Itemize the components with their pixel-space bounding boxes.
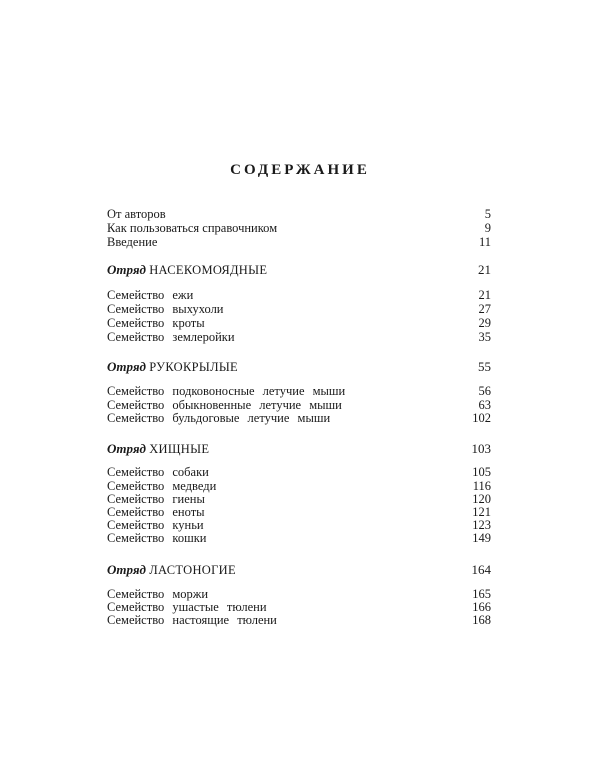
toc-entry-page: 5 [484, 207, 491, 221]
toc-order-heading [107, 562, 491, 578]
toc-entry-label: Семейство ушастые тюлени [107, 600, 267, 614]
toc-family-entry [107, 465, 491, 479]
order-name: НАСЕКОМОЯДНЫЕ [149, 263, 268, 277]
page-title: СОДЕРЖАНИЕ [230, 162, 370, 178]
toc-entry-label: Как пользоваться справочником [107, 221, 278, 235]
toc-entry-page: 165 [472, 587, 491, 601]
toc-family-entry [107, 479, 491, 493]
toc-family-entry [107, 613, 491, 627]
toc-entry-page: 116 [472, 479, 491, 493]
toc-family-entry [107, 600, 491, 614]
toc-entry-page: 103 [471, 441, 491, 456]
toc-family-entry [107, 505, 491, 519]
toc-entry-label: Семейство подковоносные летучие мыши [107, 384, 346, 398]
toc-entry-page: 55 [478, 359, 491, 374]
toc-entry-label: Семейство моржи [107, 587, 209, 601]
toc-family-entry [107, 492, 491, 506]
toc-entry-label: Семейство кошки [107, 531, 207, 545]
toc-entry-page: 102 [472, 411, 491, 425]
order-word: Отряд [107, 441, 146, 456]
toc-entry-label: Введение [107, 235, 158, 249]
order-name: ЛАСТОНОГИЕ [149, 563, 236, 577]
toc-entry-label: Семейство медведи [107, 479, 217, 493]
toc-family-entry [107, 531, 491, 545]
toc-entry-page: 149 [472, 531, 491, 545]
toc-entry-page: 123 [472, 518, 491, 532]
toc-entry-page: 21 [478, 262, 491, 277]
toc-entry-page: 35 [478, 330, 491, 344]
toc-family-entry [107, 302, 491, 316]
toc-entry-page: 56 [478, 384, 491, 398]
toc-order-heading [107, 262, 491, 278]
toc-entry-intro [107, 221, 491, 235]
toc-entry-page: 120 [472, 492, 491, 506]
toc-entry-label: Семейство землеройки [107, 330, 235, 344]
toc-entry-page: 9 [484, 221, 491, 235]
order-name: ХИЩНЫЕ [149, 442, 210, 456]
toc-family-entry [107, 398, 491, 412]
toc-entry-page: 166 [472, 600, 491, 614]
toc-family-entry [107, 330, 491, 344]
toc-entry-label: Семейство еноты [107, 505, 205, 519]
toc-family-entry [107, 384, 491, 398]
toc-family-entry [107, 411, 491, 425]
toc-order-heading [107, 441, 491, 457]
toc-order-heading [107, 359, 491, 375]
toc-entry-page: 21 [478, 288, 491, 302]
toc-entry-label: Семейство бульдоговые летучие мыши [107, 411, 331, 425]
toc-entry-page: 168 [472, 613, 491, 627]
toc-family-entry [107, 587, 491, 601]
toc-entry-page: 121 [472, 505, 491, 519]
toc-entry-label: Семейство обыкновенные летучие мыши [107, 398, 342, 412]
order-word: Отряд [107, 562, 146, 577]
toc-entry-page: 164 [471, 562, 491, 577]
toc-family-entry [107, 288, 491, 302]
toc-entry-label: Семейство настоящие тюлени [107, 613, 277, 627]
toc-entry-page: 105 [472, 465, 491, 479]
toc-entry-label: Семейство собаки [107, 465, 209, 479]
toc-entry-intro [107, 207, 491, 221]
toc-entry-label: Семейство ежи [107, 288, 194, 302]
toc-family-entry [107, 518, 491, 532]
order-word: Отряд [107, 359, 146, 374]
toc-entry-page: 63 [478, 398, 491, 412]
toc-entry-page: 11 [478, 235, 491, 249]
toc-entry-label: Семейство кроты [107, 316, 205, 330]
toc-entry-label: Семейство куньи [107, 518, 204, 532]
toc-family-entry [107, 316, 491, 330]
toc-entry-label: От авторов [107, 207, 166, 221]
toc-entry-page: 29 [478, 316, 491, 330]
toc-entry-intro [107, 235, 491, 249]
toc-entry-page: 27 [478, 302, 491, 316]
toc-entry-label: Семейство гиены [107, 492, 205, 506]
toc-entry-label: Семейство выхухоли [107, 302, 224, 316]
order-word: Отряд [107, 262, 146, 277]
order-name: РУКОКРЫЛЫЕ [149, 360, 238, 374]
